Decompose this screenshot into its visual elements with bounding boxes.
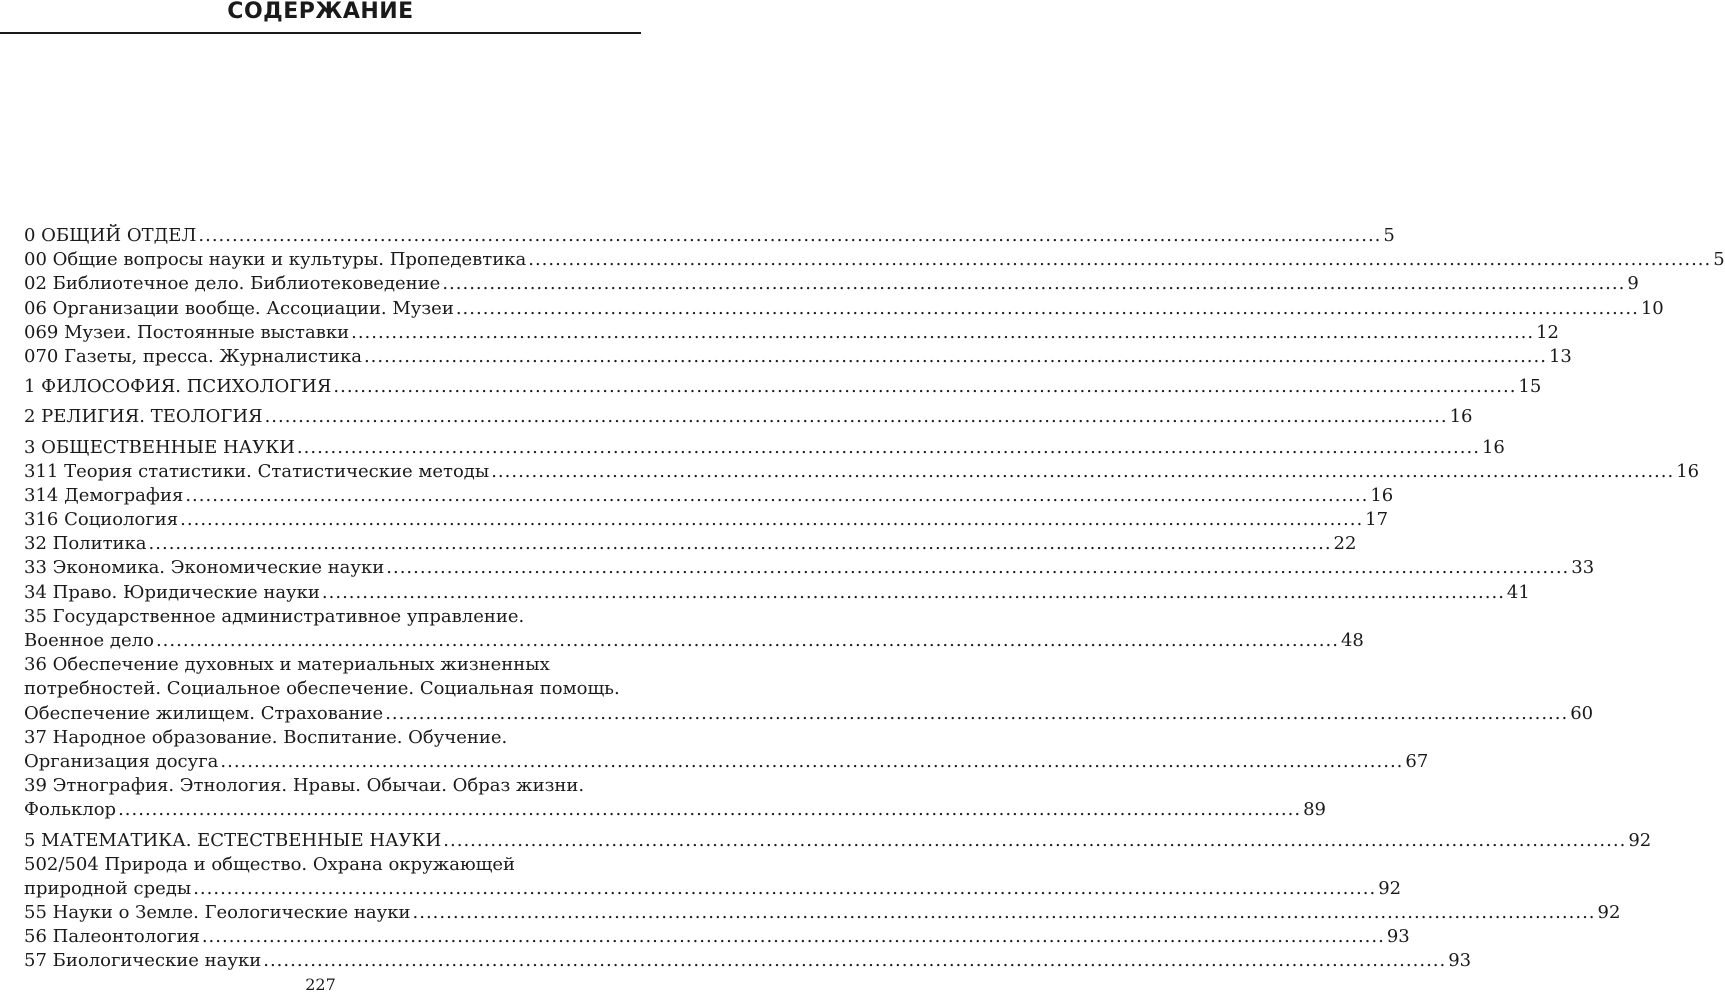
toc-entry-text-continued: 37 Народное образование. Воспитание. Обучение. bbox=[24, 726, 508, 748]
toc-entry-page: 33 bbox=[1571, 557, 1595, 579]
toc-entry-text: Обеспечение жилищем. Страхование bbox=[24, 702, 384, 724]
toc-entry[interactable] bbox=[24, 405, 1473, 429]
toc-entry-page: 9 bbox=[1627, 273, 1639, 295]
toc-entry-page: 16 bbox=[1370, 484, 1394, 506]
toc-entry-text: 06 Организации вообще. Ассоциации. Музеи bbox=[24, 297, 454, 319]
toc-entry-text: 311 Теория статистики. Статистические методы bbox=[24, 460, 490, 482]
toc-entry-text: 00 Общие вопросы науки и культуры. Пропедевтика bbox=[24, 249, 527, 271]
toc-entry-text: 314 Демография bbox=[24, 484, 184, 506]
toc-entry[interactable] bbox=[24, 901, 1621, 925]
toc-dot-leader bbox=[156, 629, 1339, 653]
toc-dot-leader bbox=[443, 829, 1626, 853]
toc-entry-page: 12 bbox=[1536, 321, 1560, 343]
toc-entry-page: 16 bbox=[1481, 436, 1505, 458]
toc-entry[interactable] bbox=[24, 375, 1542, 399]
toc-entry-text: 0 ОБЩИЙ ОТДЕЛ bbox=[24, 225, 197, 246]
toc-entry-text: 316 Социология bbox=[24, 509, 179, 531]
toc-entry-page: 67 bbox=[1405, 750, 1429, 772]
toc-entry[interactable] bbox=[24, 556, 1595, 580]
toc-entry-text-continued: 39 Этнография. Этнология. Нравы. Обычаи. Образ жизни. bbox=[24, 775, 585, 797]
toc-entry[interactable] bbox=[24, 653, 1594, 726]
toc-entry[interactable] bbox=[24, 484, 1394, 508]
toc-entry-text-continued: потребностей. Социальное обеспечение. Социальная помощь. bbox=[24, 678, 620, 700]
toc-entry[interactable] bbox=[24, 248, 1725, 272]
toc-entry-page: 89 bbox=[1303, 799, 1326, 821]
toc-entry-page: 22 bbox=[1333, 533, 1357, 555]
toc-entry-page: 10 bbox=[1640, 297, 1664, 319]
toc-entry-text: 57 Биологические науки bbox=[24, 950, 262, 972]
toc-dot-leader bbox=[385, 702, 1568, 726]
toc-entry-text-continued: 36 Обеспечение духовных и материальных жизненных bbox=[24, 654, 550, 676]
toc-dot-leader bbox=[198, 224, 1381, 248]
toc-entry[interactable] bbox=[24, 321, 1560, 345]
toc-entry-text: 069 Музеи. Постоянные выставки bbox=[24, 321, 350, 343]
toc-entry[interactable] bbox=[24, 508, 1389, 532]
toc-dot-leader bbox=[413, 901, 1596, 925]
toc-entry-text: 5 МАТЕМАТИКА. ЕСТЕСТВЕННЫЕ НАУКИ bbox=[24, 829, 442, 851]
toc-entry-text: Организация досуга bbox=[24, 750, 219, 772]
toc-entry[interactable] bbox=[24, 532, 1357, 556]
toc-entry[interactable] bbox=[24, 925, 1410, 949]
toc-entry-text: Военное дело bbox=[24, 630, 154, 651]
toc-entry-text: 3 ОБЩЕСТВЕННЫЕ НАУКИ bbox=[24, 436, 295, 458]
page-title: СОДЕРЖАНИЕ bbox=[227, 0, 414, 24]
toc-dot-leader bbox=[202, 925, 1385, 949]
toc-entry-text: 34 Право. Юридические науки bbox=[24, 581, 320, 603]
table-of-contents bbox=[24, 224, 1725, 974]
toc-entry[interactable] bbox=[24, 581, 1530, 605]
toc-dot-leader bbox=[118, 798, 1301, 822]
page-number: 227 bbox=[305, 975, 336, 994]
toc-entry[interactable] bbox=[24, 345, 1572, 369]
toc-dot-leader bbox=[220, 750, 1403, 774]
toc-entry-page: 5 bbox=[1713, 249, 1725, 271]
toc-entry-page: 16 bbox=[1449, 406, 1473, 428]
toc-entry-text: 1 ФИЛОСОФИЯ. ПСИХОЛОГИЯ bbox=[24, 376, 332, 398]
toc-dot-leader bbox=[180, 508, 1363, 532]
toc-entry-page: 17 bbox=[1365, 509, 1389, 531]
toc-entry-page: 16 bbox=[1676, 460, 1700, 482]
toc-entry-page: 48 bbox=[1340, 630, 1364, 651]
toc-entry-text: 33 Экономика. Экономические науки bbox=[24, 557, 385, 579]
toc-dot-leader bbox=[185, 484, 1368, 508]
toc-dot-leader bbox=[149, 532, 1332, 556]
toc-entry-page: 5 bbox=[1383, 225, 1395, 246]
toc-dot-leader bbox=[386, 556, 1569, 580]
toc-entry-text: Фольклор bbox=[24, 799, 117, 821]
toc-entry-text-continued: 35 Государственное административное управление. bbox=[24, 605, 525, 627]
toc-entry-text: 070 Газеты, пресса. Журналистика bbox=[24, 345, 362, 367]
toc-entry-text-continued: 502/504 Природа и общество. Охрана окружающей bbox=[24, 853, 516, 875]
toc-dot-leader bbox=[297, 436, 1480, 460]
toc-entry-text: природной среды bbox=[24, 877, 192, 899]
toc-entry[interactable] bbox=[24, 605, 1364, 653]
toc-entry-text: 55 Науки о Земле. Геологические науки bbox=[24, 902, 411, 924]
toc-entry-text: 32 Политика bbox=[24, 533, 147, 555]
toc-entry[interactable] bbox=[24, 436, 1505, 460]
toc-entry[interactable] bbox=[24, 272, 1639, 296]
toc-dot-leader bbox=[491, 460, 1674, 484]
toc-dot-leader bbox=[528, 248, 1711, 272]
toc-entry[interactable] bbox=[24, 460, 1700, 484]
toc-entry-page: 41 bbox=[1506, 581, 1530, 603]
toc-entry-page: 93 bbox=[1448, 950, 1472, 972]
toc-entry-page: 60 bbox=[1570, 702, 1594, 724]
toc-entry-page: 13 bbox=[1548, 345, 1572, 367]
toc-dot-leader bbox=[322, 581, 1505, 605]
toc-entry-page: 92 bbox=[1628, 829, 1652, 851]
toc-entry[interactable] bbox=[24, 829, 1652, 853]
toc-entry-text: 56 Палеонтология bbox=[24, 926, 200, 948]
toc-dot-leader bbox=[263, 949, 1446, 973]
toc-entry-text: 2 РЕЛИГИЯ. ТЕОЛОГИЯ bbox=[24, 406, 263, 428]
toc-entry-page: 92 bbox=[1597, 902, 1621, 924]
toc-entry[interactable] bbox=[24, 949, 1472, 973]
toc-dot-leader bbox=[351, 321, 1534, 345]
toc-dot-leader bbox=[442, 272, 1625, 296]
toc-entry[interactable] bbox=[24, 853, 1402, 901]
toc-entry[interactable] bbox=[24, 726, 1429, 774]
toc-dot-leader bbox=[265, 405, 1448, 429]
toc-entry-page: 92 bbox=[1378, 877, 1402, 899]
toc-dot-leader bbox=[456, 297, 1639, 321]
toc-entry-text: 02 Библиотечное дело. Библиотековедение bbox=[24, 273, 441, 295]
toc-dot-leader bbox=[333, 375, 1516, 399]
toc-entry-page: 15 bbox=[1518, 376, 1542, 398]
toc-entry-page: 93 bbox=[1386, 926, 1410, 948]
toc-entry[interactable] bbox=[24, 774, 1326, 822]
toc-dot-leader bbox=[364, 345, 1547, 369]
toc-entry[interactable] bbox=[24, 224, 1395, 248]
toc-dot-leader bbox=[193, 877, 1376, 901]
page-header bbox=[0, 0, 641, 34]
toc-entry[interactable] bbox=[24, 297, 1664, 321]
